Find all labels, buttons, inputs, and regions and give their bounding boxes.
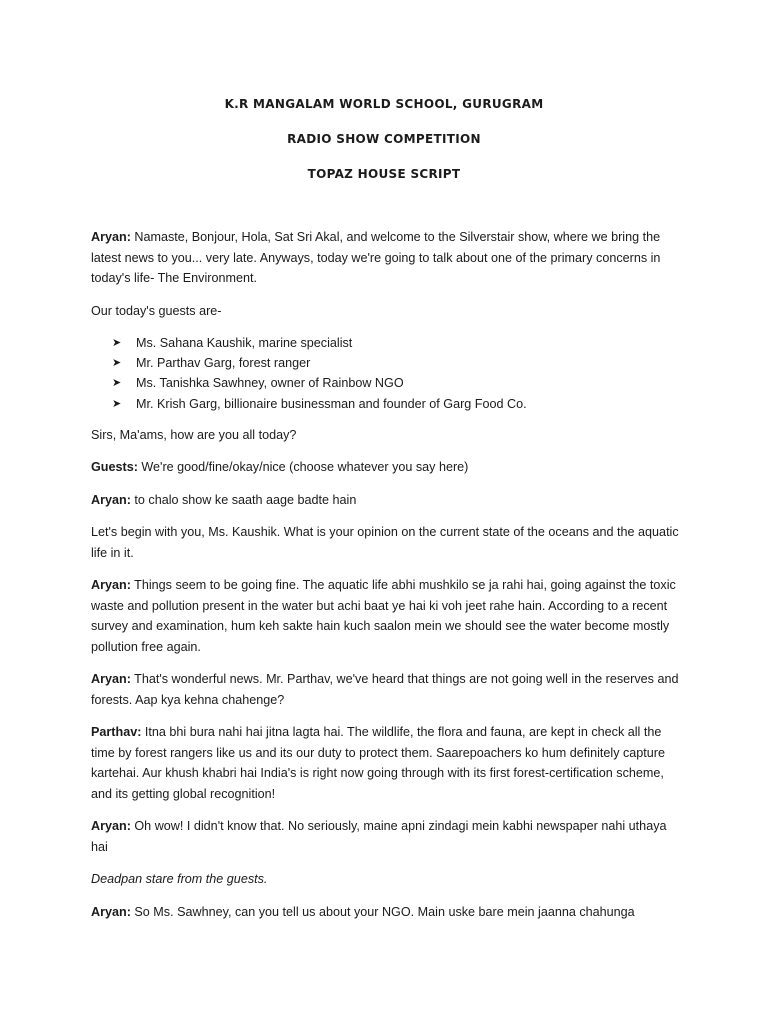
speaker-label: Guests:	[91, 460, 138, 475]
document-header	[0, 95, 768, 200]
guest-name: Mr. Krish Garg, billionaire businessman and founder of Garg Food Co.	[136, 396, 527, 411]
dialogue-text: So Ms. Sawhney, can you tell us about your NGO. Main uske bare mein jaanna chahunga	[130, 904, 635, 919]
competition-title: RADIO SHOW COMPETITION	[287, 132, 481, 146]
dialogue-text: to chalo show ke saath aage badte hain	[130, 492, 357, 507]
list-item	[112, 373, 681, 393]
paragraph-parthav-1	[91, 722, 681, 804]
guest-list	[91, 333, 681, 414]
list-item	[112, 333, 681, 353]
paragraph-guests-reply	[91, 457, 681, 478]
dialogue-text: Things seem to be going fine. The aquatic life abhi mushkilo se ja rahi hai, going against the toxic waste and pollution present in the water but achi baat ye hai ki voh jeet rahe hain. According to a recent survey and examination, hum keh sakte hain kuch saalon mein we should see the water become mostly pollution free again.	[91, 578, 676, 654]
script-title: TOPAZ HOUSE SCRIPT	[307, 167, 461, 181]
arrowhead-bullet-icon: ➤	[112, 397, 122, 410]
paragraph-aryan-4	[91, 669, 681, 710]
guest-name: Ms. Sahana Kaushik, marine specialist	[136, 336, 353, 350]
speaker-label: Aryan:	[91, 578, 131, 593]
paragraph-aryan-2	[91, 490, 681, 511]
guests-intro: Our today's guests are-	[91, 303, 222, 318]
stage-direction: Deadpan stare from the guests.	[91, 872, 268, 887]
arrowhead-bullet-icon: ➤	[112, 357, 122, 370]
guest-name: Ms. Tanishka Sawhney, owner of Rainbow NGO	[136, 376, 404, 391]
guest-name: Mr. Parthav Garg, forest ranger	[136, 356, 311, 371]
dialogue-text: Oh wow! I didn't know that. No seriously, maine apni zindagi mein kabhi newspaper nahi uthaya hai	[91, 819, 667, 854]
question-kaushik: Let's begin with you, Ms. Kaushik. What is your opinion on the current state of the oceans and the aquatic life in it.	[91, 525, 679, 560]
paragraph-aryan-6	[91, 902, 681, 923]
arrowhead-bullet-icon: ➤	[112, 377, 122, 390]
list-item	[112, 394, 681, 414]
arrowhead-bullet-icon: ➤	[112, 337, 122, 349]
speaker-label: Parthav:	[91, 725, 142, 740]
paragraph-aryan-3	[91, 575, 681, 657]
paragraph-intro	[91, 227, 681, 289]
dialogue-text: We're good/fine/okay/nice (choose whatever you say here)	[137, 460, 469, 475]
speaker-label: Aryan:	[91, 904, 131, 919]
dialogue-text: That's wonderful news. Mr. Parthav, we've heard that things are not going well in the reserves and forests. Aap kya kehna chahenge?	[91, 672, 679, 707]
greeting-line: Sirs, Ma'ams, how are you all today?	[91, 427, 297, 442]
list-item	[112, 353, 681, 373]
school-name: K.R MANGALAM WORLD SCHOOL, GURUGRAM	[224, 97, 544, 111]
speaker-label: Aryan:	[91, 819, 131, 834]
paragraph-aryan-5	[91, 816, 681, 857]
script-body	[91, 227, 681, 934]
speaker-label: Aryan:	[91, 492, 131, 507]
dialogue-text: Namaste, Bonjour, Hola, Sat Sri Akal, and welcome to the Silverstair show, where we bring the latest news to you... very late. Anyways, today we're going to talk about one of the primary concerns in today's life- The Environment.	[91, 230, 661, 285]
speaker-label: Aryan:	[91, 672, 131, 687]
dialogue-text: Itna bhi bura nahi hai jitna lagta hai. The wildlife, the flora and fauna, are kept in check all the time by forest rangers like us and its our duty to protect them. Saarepoachers ko hum definitely capture kartehai. Aur khush khabri hai India's is right now going through with its first forest-certification scheme, and its getting global recognition!	[91, 725, 666, 801]
speaker-label: Aryan:	[91, 230, 131, 244]
